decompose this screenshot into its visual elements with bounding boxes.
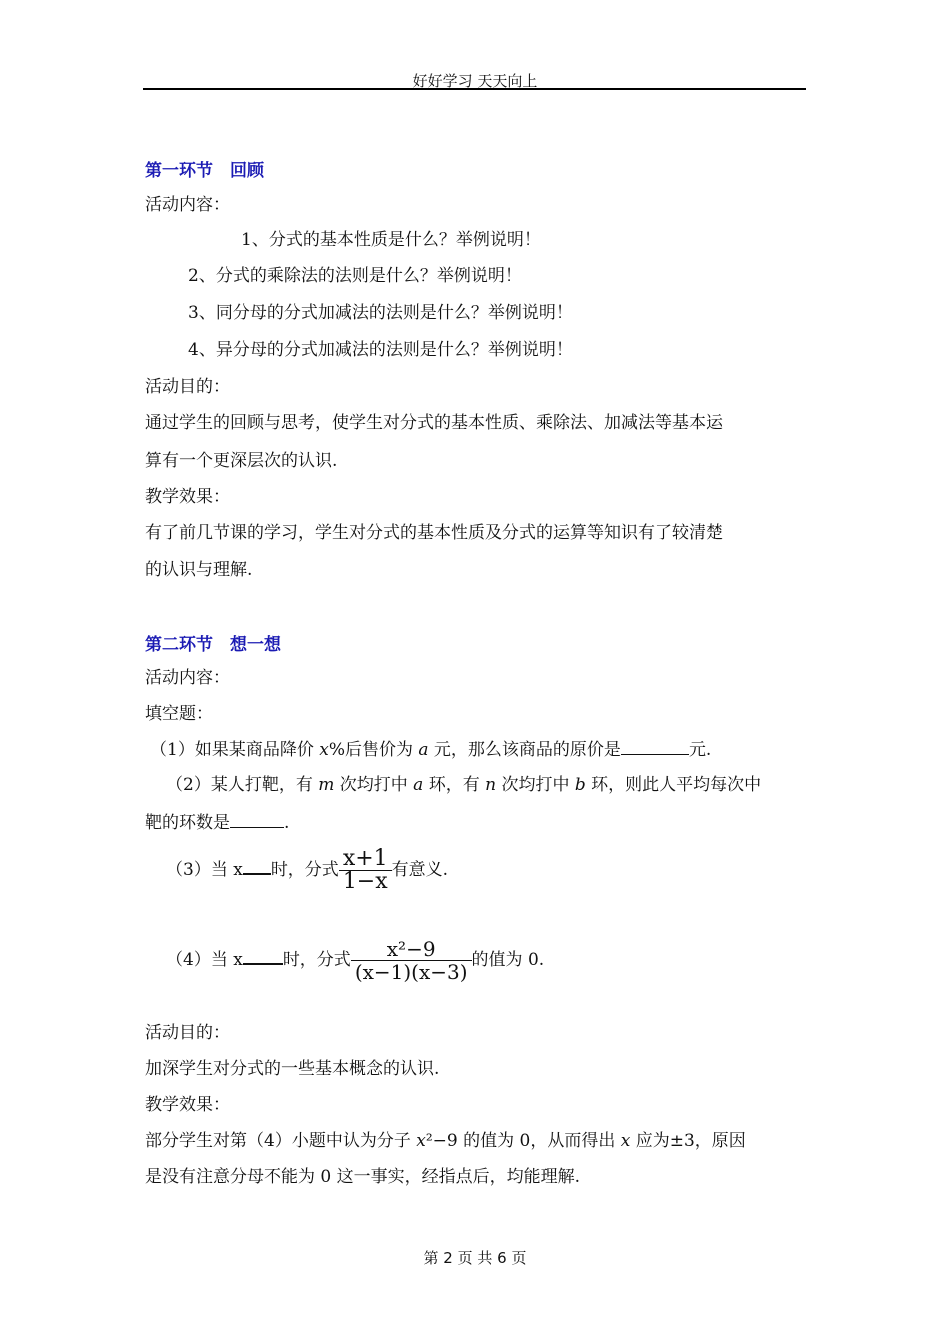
section1-effect-line2: 的认识与理解. xyxy=(145,560,253,580)
page-footer: 第 2 页 共 6 页 xyxy=(423,1249,527,1267)
q4-fraction xyxy=(351,938,472,983)
q4-denominator: (x−1)(x−3) xyxy=(354,960,468,984)
section2-purpose-label: 活动目的： xyxy=(145,1023,230,1043)
q3-fraction xyxy=(339,848,392,893)
q4-part-a: （4）当 x xyxy=(166,950,243,970)
section1-item-4: 4、异分母的分式加减法的法则是什么？举例说明！ xyxy=(188,340,573,360)
section1-effect-line1: 有了前几节课的学习，学生对分式的基本性质及分式的运算等知识有了较清楚 xyxy=(145,523,723,543)
effect-var-x2: x xyxy=(620,1131,631,1151)
q3-numerator: x+1 xyxy=(339,848,392,871)
header-rule xyxy=(143,88,806,90)
q1-part-b: %后售价为 xyxy=(328,740,419,760)
q4-part-b: 时，分式 xyxy=(282,950,351,970)
page-header: 好好学习 天天向上 xyxy=(412,72,538,90)
effect-part-b: ²−9 的值为 0，从而得出 xyxy=(425,1131,621,1151)
effect-part-c: 应为±3，原因 xyxy=(630,1131,746,1151)
q2-part-e: 环，则此人平均每次中 xyxy=(585,775,762,795)
question-1 xyxy=(150,738,711,761)
q4-part-c: 的值为 0. xyxy=(471,950,545,970)
q1-var-x: x xyxy=(319,740,329,760)
section2-fill-label: 填空题： xyxy=(145,704,213,724)
section2-effect-line1 xyxy=(145,1130,746,1152)
q4-numerator: x²−9 xyxy=(351,938,472,961)
effect-part-a: 部分学生对第（4）小题中认为分子 xyxy=(145,1131,417,1151)
q1-part-a: （1）如果某商品降价 xyxy=(150,740,320,760)
q3-answer-blank xyxy=(243,857,271,875)
effect-var-x: x xyxy=(416,1131,426,1151)
section1-content-label: 活动内容： xyxy=(145,195,230,215)
q2-part-d: 次均打中 xyxy=(496,775,575,795)
question-4 xyxy=(166,938,544,983)
q2-var-b: b xyxy=(574,775,586,795)
q2-line2: 靶的环数是 xyxy=(145,813,230,833)
section1-item-3: 3、同分母的分式加减法的法则是什么？举例说明！ xyxy=(188,303,573,323)
q1-part-d: 元. xyxy=(688,740,712,760)
question-2 xyxy=(166,774,761,796)
q1-part-c: 元，那么该商品的原价是 xyxy=(428,740,621,760)
q2-end: . xyxy=(284,813,290,833)
question-2-line2 xyxy=(145,811,289,834)
section1-title: 第一环节 回顾 xyxy=(145,161,264,181)
section2-title: 第二环节 想一想 xyxy=(145,635,281,655)
section1-effect-label: 教学效果： xyxy=(145,487,230,507)
section2-purpose-line1: 加深学生对分式的一些基本概念的认识. xyxy=(145,1059,440,1079)
q3-denominator: 1−x xyxy=(342,869,388,894)
section1-item-1: 1、分式的基本性质是什么？举例说明！ xyxy=(241,230,541,250)
q1-var-a: a xyxy=(418,740,429,760)
section1-purpose-line2: 算有一个更深层次的认识. xyxy=(145,451,338,471)
question-3 xyxy=(166,848,448,893)
section1-item-2: 2、分式的乘除法的法则是什么？举例说明！ xyxy=(188,266,522,286)
q3-part-c: 有意义. xyxy=(391,860,449,880)
q2-var-m: m xyxy=(318,775,335,795)
q2-var-a: a xyxy=(413,775,424,795)
section2-effect-line2: 是没有注意分母不能为 0 这一事实，经指点后，均能理解. xyxy=(145,1167,581,1187)
q2-part-c: 环，有 xyxy=(423,775,486,795)
section1-purpose-line1: 通过学生的回顾与思考，使学生对分式的基本性质、乘除法、加减法等基本运 xyxy=(145,413,723,433)
q2-part-a: （2）某人打靶，有 xyxy=(166,775,319,795)
q3-part-b: 时，分式 xyxy=(270,860,339,880)
q1-answer-blank xyxy=(621,738,689,755)
q4-answer-blank xyxy=(243,947,283,965)
section2-content-label: 活动内容： xyxy=(145,668,230,688)
section2-effect-label: 教学效果： xyxy=(145,1095,230,1115)
q3-part-a: （3）当 x xyxy=(166,860,243,880)
q2-part-b: 次均打中 xyxy=(334,775,414,795)
section1-purpose-label: 活动目的： xyxy=(145,377,230,397)
q2-answer-blank xyxy=(230,811,284,828)
q2-var-n: n xyxy=(485,775,497,795)
